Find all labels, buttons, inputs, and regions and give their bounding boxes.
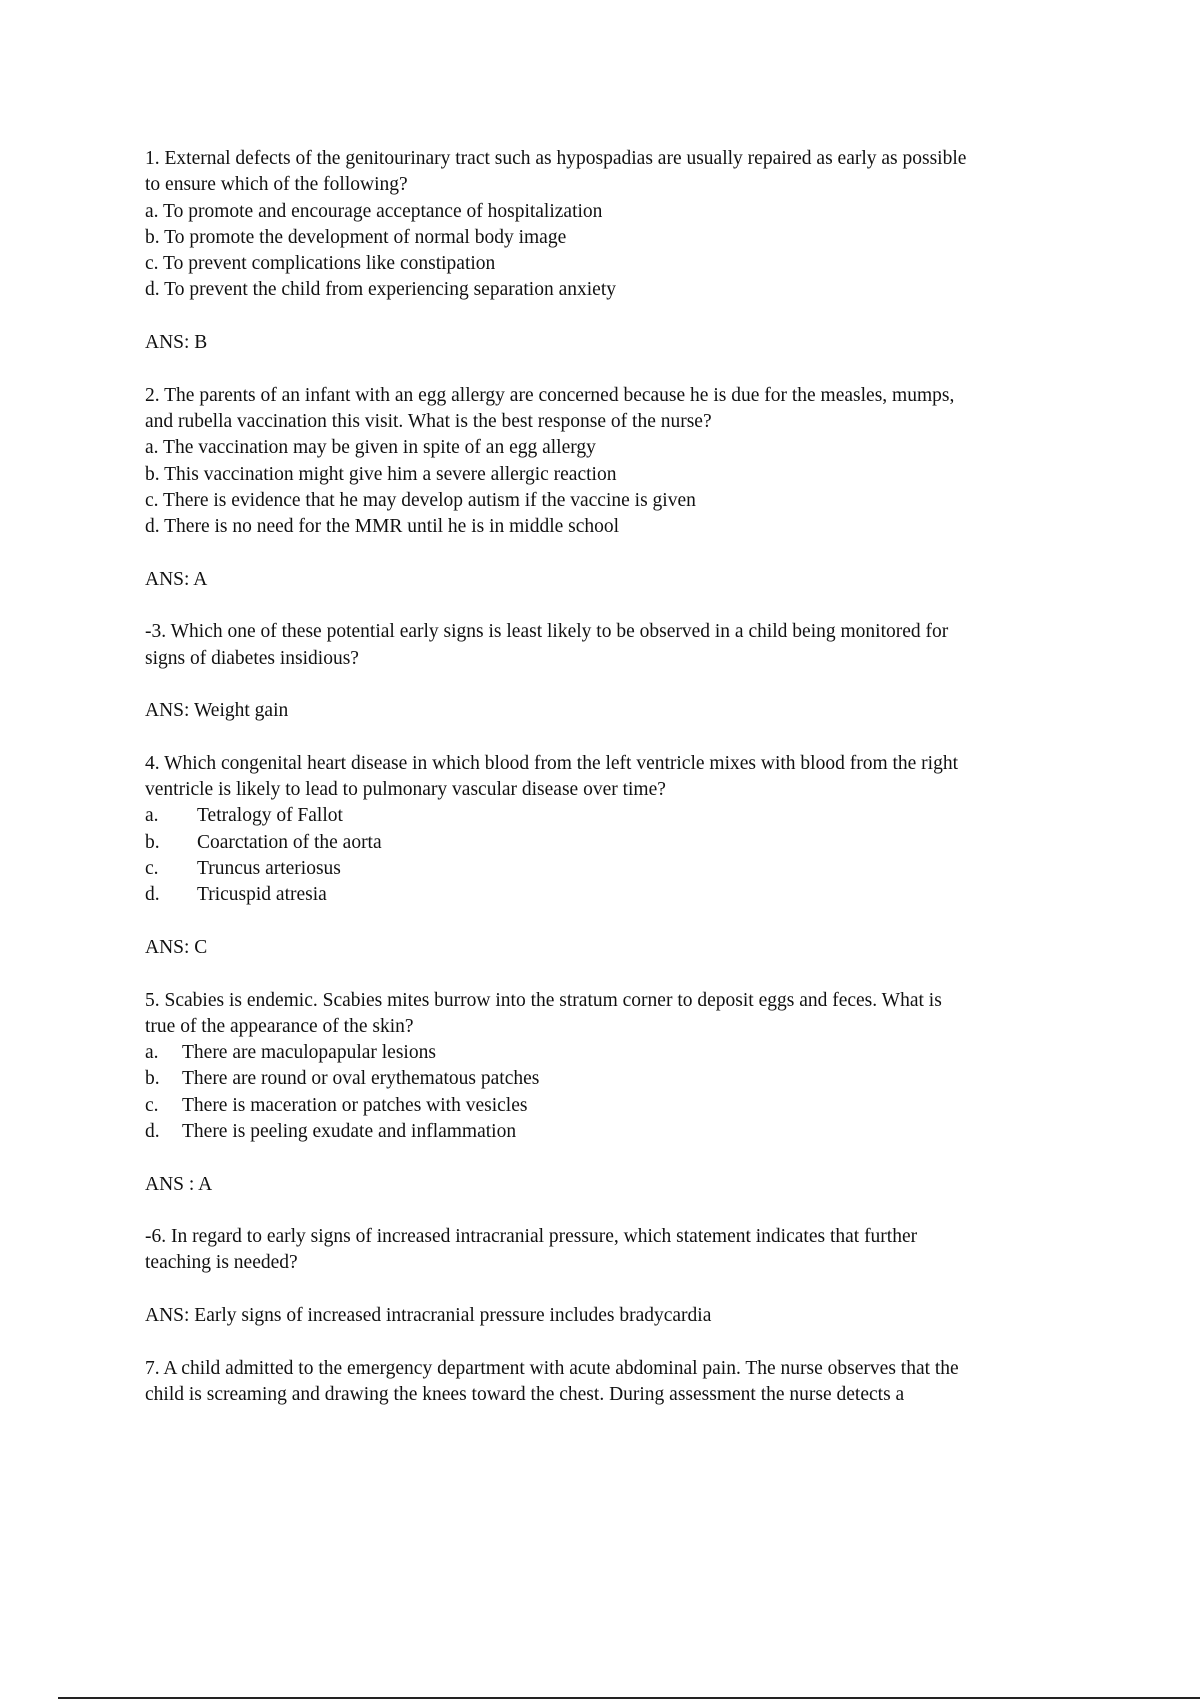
option-letter: a. [145, 805, 159, 827]
option-letter: a. [145, 1042, 159, 1064]
question-1-option-d: d. To prevent the child from experiencing separation anxiety [145, 279, 616, 301]
question-4-stem-line-1: 4. Which congenital heart disease in which blood from the left ventricle mixes with blood from the right [145, 752, 959, 774]
question-4-option-c [145, 856, 1085, 882]
option-letter: b. [145, 831, 160, 853]
question-5-option-a [145, 1040, 1085, 1066]
question-6-answer: ANS: Early signs of increased intracranial pressure includes bradycardia [145, 1305, 712, 1327]
question-2-answer: ANS: A [145, 568, 208, 590]
question-4-option-b [145, 830, 1085, 856]
option-letter: c. [145, 858, 159, 880]
question-4 [145, 751, 1085, 961]
question-5-option-c [145, 1093, 1085, 1119]
question-7 [145, 1356, 1085, 1409]
option-text: There is peeling exudate and inflammation [182, 1120, 517, 1142]
option-text: There are maculopapular lesions [182, 1042, 436, 1064]
question-5-stem-line-1: 5. Scabies is endemic. Scabies mites burrow into the stratum corner to deposit eggs and feces. What is [145, 989, 942, 1011]
question-3-answer: ANS: Weight gain [145, 700, 289, 722]
question-2-stem-line-2: and rubella vaccination this visit. What is the best response of the nurse? [145, 410, 712, 432]
question-2-option-c: c. There is evidence that he may develop autism if the vaccine is given [145, 489, 696, 511]
question-1-answer: ANS: B [145, 332, 208, 354]
question-4-option-a [145, 803, 1085, 829]
question-6-stem-line-1: -6. In regard to early signs of increased intracranial pressure, which statement indicates that further [145, 1226, 918, 1248]
question-2 [145, 383, 1085, 593]
question-2-stem-line-1: 2. The parents of an infant with an egg allergy are concerned because he is due for the measles, mumps, [145, 384, 955, 406]
question-5-option-b [145, 1066, 1085, 1092]
question-5-stem-line-2: true of the appearance of the skin? [145, 1015, 414, 1037]
question-7-stem-line-1: 7. A child admitted to the emergency department with acute abdominal pain. The nurse observes that the [145, 1357, 959, 1379]
question-5-option-d [145, 1119, 1085, 1145]
option-text: Coarctation of the aorta [197, 831, 382, 853]
question-4-option-d [145, 882, 1085, 908]
option-letter: c. [145, 1094, 159, 1116]
question-1-stem-line-1: 1. External defects of the genitourinary tract such as hypospadias are usually repaired as early as possible [145, 148, 967, 169]
question-3-stem-line-1: -3. Which one of these potential early signs is least likely to be observed in a child being monitored for [145, 621, 949, 643]
option-letter: b. [145, 1068, 160, 1090]
question-1-option-a: a. To promote and encourage acceptance of hospitalization [145, 200, 603, 222]
question-4-stem-line-2: ventricle is likely to lead to pulmonary vascular disease over time? [145, 779, 666, 801]
footer-divider [58, 1697, 1200, 1699]
question-1 [145, 146, 1085, 356]
question-1-stem-line-2: to ensure which of the following? [145, 174, 408, 196]
document-page [145, 146, 1085, 1408]
question-3-stem-line-2: signs of diabetes insidious? [145, 647, 359, 669]
question-5-answer: ANS : A [145, 1173, 213, 1195]
question-6 [145, 1224, 1085, 1329]
question-3 [145, 619, 1085, 724]
question-2-option-d: d. There is no need for the MMR until he is in middle school [145, 516, 620, 538]
option-letter: d. [145, 1120, 160, 1142]
question-7-stem-line-2: child is screaming and drawing the knees toward the chest. During assessment the nurse detects a [145, 1383, 905, 1405]
option-text: Tricuspid atresia [197, 884, 327, 906]
option-text: Truncus arteriosus [197, 858, 341, 880]
option-text: There is maceration or patches with vesicles [182, 1094, 528, 1116]
question-2-option-b: b. This vaccination might give him a severe allergic reaction [145, 463, 617, 485]
question-1-option-c: c. To prevent complications like constipation [145, 253, 496, 275]
question-2-option-a: a. The vaccination may be given in spite of an egg allergy [145, 437, 596, 459]
question-6-stem-line-2: teaching is needed? [145, 1252, 298, 1274]
question-4-answer: ANS: C [145, 936, 208, 958]
option-text: There are round or oval erythematous patches [182, 1068, 540, 1090]
option-text: Tetralogy of Fallot [197, 805, 343, 827]
question-5 [145, 988, 1085, 1198]
option-letter: d. [145, 884, 160, 906]
question-1-option-b: b. To promote the development of normal body image [145, 226, 567, 248]
